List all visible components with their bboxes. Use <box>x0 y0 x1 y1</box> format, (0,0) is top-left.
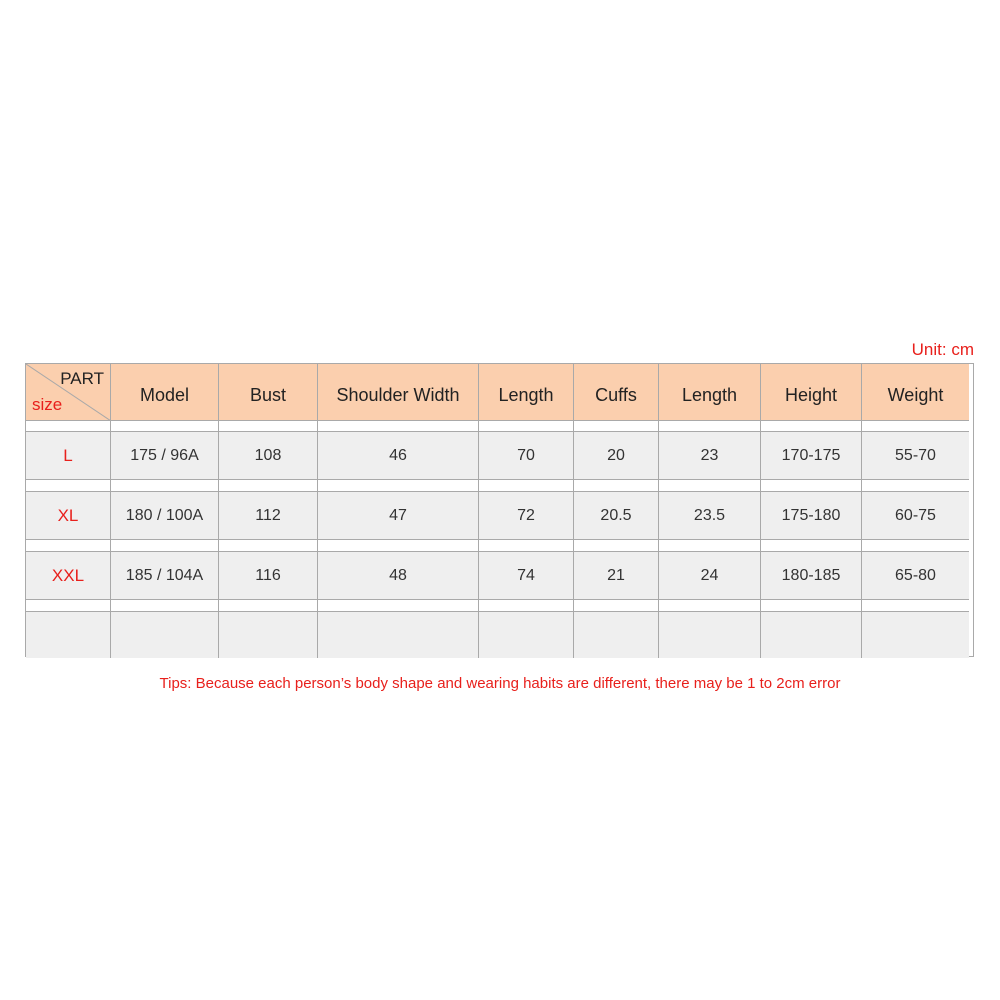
table-cell: 74 <box>479 552 574 600</box>
spacer-cell <box>318 600 479 612</box>
row-size-label: XXL <box>26 552 111 600</box>
spacer-cell <box>761 600 862 612</box>
empty-cell <box>318 612 479 658</box>
table-cell: 24 <box>659 552 761 600</box>
table-cell: 23 <box>659 432 761 480</box>
table-cell: 116 <box>219 552 318 600</box>
table-cell: 108 <box>219 432 318 480</box>
spacer-cell <box>111 540 219 552</box>
table-cell: 47 <box>318 492 479 540</box>
spacer-cell <box>862 480 969 492</box>
column-header: Length <box>479 364 574 421</box>
spacer-cell <box>761 480 862 492</box>
spacer-cell <box>862 540 969 552</box>
spacer-cell <box>219 540 318 552</box>
column-header: Cuffs <box>574 364 659 421</box>
empty-cell <box>862 612 969 658</box>
spacer-cell <box>479 540 574 552</box>
table-cell: 46 <box>318 432 479 480</box>
spacer-cell <box>318 421 479 432</box>
row-size-label: L <box>26 432 111 480</box>
spacer-cell <box>318 540 479 552</box>
spacer-cell <box>219 480 318 492</box>
size-chart-table <box>25 363 974 657</box>
spacer-cell <box>111 421 219 432</box>
unit-label: Unit: cm <box>911 340 974 359</box>
spacer-cell <box>479 480 574 492</box>
spacer-cell <box>574 421 659 432</box>
empty-cell <box>219 612 318 658</box>
spacer-cell <box>479 600 574 612</box>
empty-cell <box>111 612 219 658</box>
spacer-cell <box>761 421 862 432</box>
column-header: Shoulder Width <box>318 364 479 421</box>
spacer-cell <box>318 480 479 492</box>
table-cell: 112 <box>219 492 318 540</box>
spacer-cell <box>111 480 219 492</box>
spacer-cell <box>111 600 219 612</box>
spacer-cell <box>219 421 318 432</box>
table-cell: 55-70 <box>862 432 969 480</box>
spacer-cell <box>574 540 659 552</box>
table-cell: 65-80 <box>862 552 969 600</box>
spacer-cell <box>659 480 761 492</box>
table-cell: 60-75 <box>862 492 969 540</box>
table-cell: 180 / 100A <box>111 492 219 540</box>
table-cell: 170-175 <box>761 432 862 480</box>
spacer-cell <box>862 600 969 612</box>
table-cell: 185 / 104A <box>111 552 219 600</box>
table-corner-header <box>26 364 111 421</box>
column-header: Length <box>659 364 761 421</box>
table-cell: 72 <box>479 492 574 540</box>
empty-cell <box>26 612 111 658</box>
spacer-cell <box>659 540 761 552</box>
empty-cell <box>659 612 761 658</box>
spacer-cell <box>659 421 761 432</box>
table-cell: 20 <box>574 432 659 480</box>
table-cell: 175 / 96A <box>111 432 219 480</box>
table-cell: 180-185 <box>761 552 862 600</box>
table-cell: 70 <box>479 432 574 480</box>
spacer-cell <box>862 421 969 432</box>
spacer-cell <box>26 480 111 492</box>
spacer-cell <box>659 600 761 612</box>
row-size-label: XL <box>26 492 111 540</box>
corner-part-label: PART <box>60 369 104 388</box>
spacer-cell <box>26 421 111 432</box>
table-cell: 48 <box>318 552 479 600</box>
empty-cell <box>761 612 862 658</box>
empty-cell <box>574 612 659 658</box>
spacer-cell <box>479 421 574 432</box>
spacer-cell <box>574 480 659 492</box>
column-header: Model <box>111 364 219 421</box>
column-header: Bust <box>219 364 318 421</box>
table-cell: 175-180 <box>761 492 862 540</box>
tips-note: Tips: Because each person’s body shape and wearing habits are different, there may be 1 to 2cm error <box>159 675 841 692</box>
spacer-cell <box>574 600 659 612</box>
spacer-cell <box>26 600 111 612</box>
spacer-cell <box>219 600 318 612</box>
spacer-cell <box>761 540 862 552</box>
column-header: Weight <box>862 364 969 421</box>
table-cell: 20.5 <box>574 492 659 540</box>
table-cell: 23.5 <box>659 492 761 540</box>
spacer-cell <box>26 540 111 552</box>
column-header: Height <box>761 364 862 421</box>
corner-size-label: size <box>32 395 63 414</box>
table-cell: 21 <box>574 552 659 600</box>
empty-cell <box>479 612 574 658</box>
